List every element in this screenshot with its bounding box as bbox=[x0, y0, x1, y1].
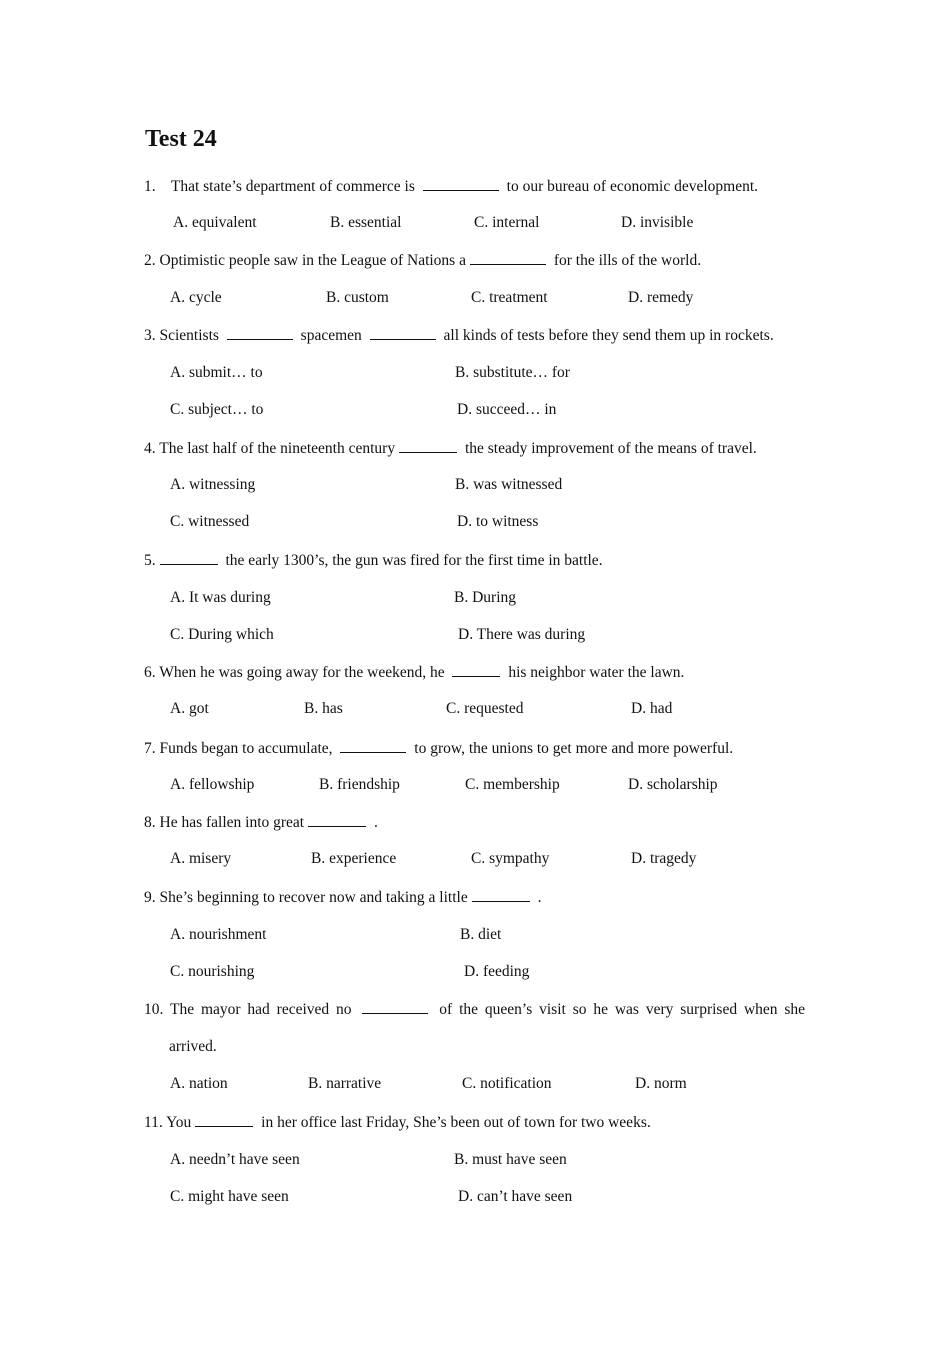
option-c: C. During which bbox=[170, 626, 274, 643]
question-text: the early 1300’s, the gun was fired for the first time in battle. bbox=[225, 552, 603, 569]
question-text: to our bureau of economic development. bbox=[506, 178, 759, 195]
answer-blank bbox=[362, 999, 428, 1014]
question-8 bbox=[144, 812, 378, 833]
option-a: A. nourishment bbox=[170, 926, 267, 943]
option-a: A. fellowship bbox=[170, 776, 255, 793]
question-text: for the ills of the world. bbox=[553, 252, 702, 269]
question-5 bbox=[144, 550, 603, 571]
option-b: B. diet bbox=[460, 926, 502, 943]
option-c: C. sympathy bbox=[471, 850, 550, 867]
option-c: C. notification bbox=[462, 1075, 552, 1092]
option-b: B. has bbox=[304, 700, 343, 717]
answer-blank bbox=[195, 1112, 253, 1127]
option-c: C. internal bbox=[474, 214, 540, 231]
answer-blank bbox=[370, 325, 436, 340]
question-number: 1. bbox=[144, 178, 156, 195]
question-text: . bbox=[537, 889, 542, 906]
option-d: D. succeed… in bbox=[457, 401, 557, 418]
answer-blank bbox=[340, 738, 406, 753]
answer-blank bbox=[399, 438, 457, 453]
option-b: B. was witnessed bbox=[455, 476, 563, 493]
answer-blank bbox=[472, 887, 530, 902]
option-a: A. witnessing bbox=[170, 476, 256, 493]
question-number: 2. bbox=[144, 252, 156, 269]
option-c: C. witnessed bbox=[170, 513, 250, 530]
question-text: When he was going away for the weekend, he bbox=[159, 664, 445, 681]
question-text: in her office last Friday, She’s been out of town for two weeks. bbox=[261, 1114, 651, 1131]
option-d: D. tragedy bbox=[631, 850, 697, 867]
option-b: B. experience bbox=[311, 850, 397, 867]
answer-blank bbox=[308, 812, 366, 827]
question-number: 11. bbox=[144, 1114, 163, 1131]
question-number: 3. bbox=[144, 327, 156, 344]
question-3 bbox=[144, 325, 774, 346]
question-text: Funds began to accumulate, bbox=[159, 740, 333, 757]
question-text: all kinds of tests before they send them up in rockets. bbox=[443, 327, 774, 344]
question-9 bbox=[144, 887, 541, 908]
answer-blank bbox=[470, 250, 546, 265]
question-7 bbox=[144, 738, 733, 759]
option-a: A. misery bbox=[170, 850, 232, 867]
option-c: C. subject… to bbox=[170, 401, 264, 418]
question-text: Scientists bbox=[159, 327, 219, 344]
answer-blank bbox=[160, 550, 218, 565]
option-d: D. to witness bbox=[457, 513, 539, 530]
option-a: A. equivalent bbox=[173, 214, 257, 231]
question-text: of the queen’s visit so he was very surprised when she bbox=[439, 1001, 806, 1018]
option-c: C. might have seen bbox=[170, 1188, 289, 1205]
option-a: A. cycle bbox=[170, 289, 222, 306]
question-number: 10. bbox=[144, 1001, 164, 1018]
option-d: D. invisible bbox=[621, 214, 694, 231]
answer-blank bbox=[452, 662, 500, 677]
question-text: his neighbor water the lawn. bbox=[508, 664, 685, 681]
question-number: 5. bbox=[144, 552, 156, 569]
option-d: D. feeding bbox=[464, 963, 530, 980]
question-4 bbox=[144, 438, 757, 459]
question-text: the steady improvement of the means of travel. bbox=[464, 440, 757, 457]
option-c: C. membership bbox=[465, 776, 560, 793]
question-text: She’s beginning to recover now and taking a little bbox=[159, 889, 468, 906]
option-d: D. norm bbox=[635, 1075, 687, 1092]
question-11 bbox=[144, 1112, 651, 1133]
question-text: That state’s department of commerce is bbox=[170, 178, 415, 195]
option-c: C. nourishing bbox=[170, 963, 255, 980]
option-d: D. scholarship bbox=[628, 776, 718, 793]
question-number: 6. bbox=[144, 664, 156, 681]
question-number: 7. bbox=[144, 740, 156, 757]
question-text: The last half of the nineteenth century bbox=[159, 440, 396, 457]
option-b: B. During bbox=[454, 589, 516, 606]
option-b: B. essential bbox=[330, 214, 402, 231]
option-d: D. There was during bbox=[458, 626, 586, 643]
question-text: You bbox=[166, 1114, 192, 1131]
answer-blank bbox=[227, 325, 293, 340]
question-text: He has fallen into great bbox=[159, 814, 305, 831]
option-a: A. It was during bbox=[170, 589, 271, 606]
question-1 bbox=[144, 176, 758, 197]
question-text: . bbox=[373, 814, 378, 831]
test-title: Test 24 bbox=[145, 126, 217, 152]
option-d: D. had bbox=[631, 700, 673, 717]
question-text: spacemen bbox=[300, 327, 362, 344]
option-a: A. got bbox=[170, 700, 209, 717]
option-a: A. needn’t have seen bbox=[170, 1151, 300, 1168]
option-b: B. must have seen bbox=[454, 1151, 567, 1168]
option-c: C. requested bbox=[446, 700, 524, 717]
option-c: C. treatment bbox=[471, 289, 548, 306]
option-b: B. substitute… for bbox=[455, 364, 570, 381]
option-d: D. remedy bbox=[628, 289, 694, 306]
question-continuation: arrived. bbox=[169, 1038, 217, 1055]
question-number: 4. bbox=[144, 440, 156, 457]
option-b: B. narrative bbox=[308, 1075, 382, 1092]
question-text: Optimistic people saw in the League of Nations a bbox=[159, 252, 466, 269]
question-2 bbox=[144, 250, 701, 271]
question-number: 9. bbox=[144, 889, 156, 906]
question-number: 8. bbox=[144, 814, 156, 831]
question-text: The mayor had received no bbox=[169, 1001, 352, 1018]
option-a: A. submit… to bbox=[170, 364, 263, 381]
option-b: B. custom bbox=[326, 289, 389, 306]
question-text: to grow, the unions to get more and more powerful. bbox=[414, 740, 734, 757]
question-6 bbox=[144, 662, 684, 683]
question-10 bbox=[144, 999, 805, 1020]
option-d: D. can’t have seen bbox=[458, 1188, 573, 1205]
option-a: A. nation bbox=[170, 1075, 228, 1092]
answer-blank bbox=[423, 176, 499, 191]
option-b: B. friendship bbox=[319, 776, 400, 793]
